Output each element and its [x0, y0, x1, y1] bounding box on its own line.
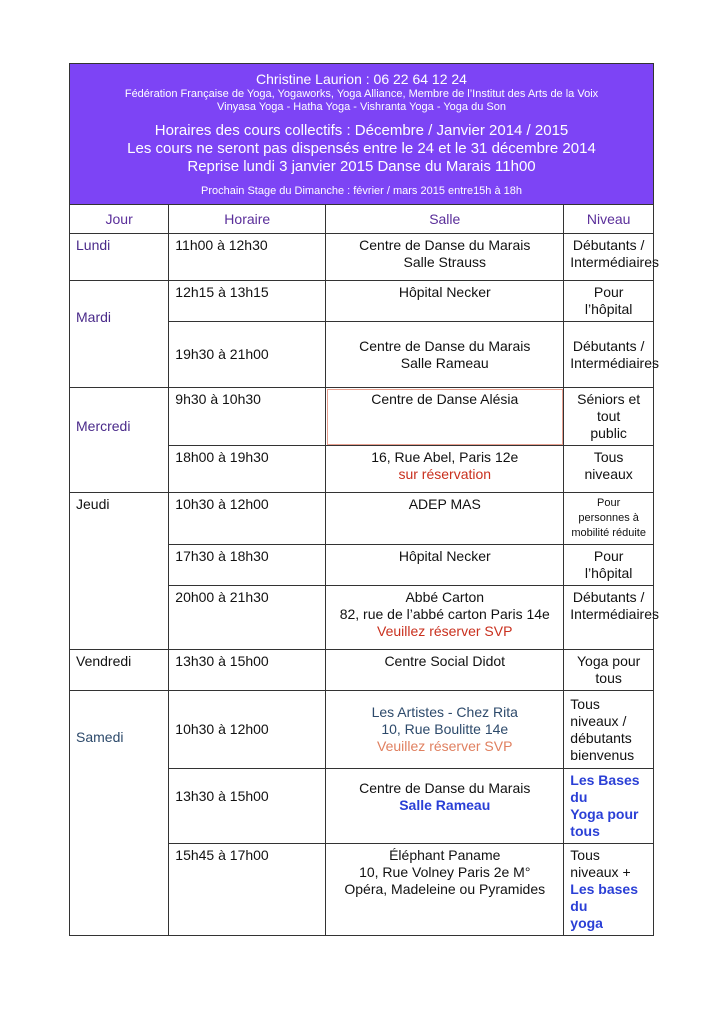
level-cell [564, 769, 654, 844]
level-text: Intermédiaires [570, 354, 659, 371]
level-text: Débutants / [572, 237, 645, 253]
time-cell: 15h45 à 17h00 [169, 844, 326, 936]
day-vendredi: Vendredi [70, 650, 169, 691]
level-text: Les bases du [570, 881, 639, 914]
venue-cell [326, 844, 564, 936]
level-text: Pour personnes à [578, 497, 639, 524]
venue-cell [326, 545, 564, 586]
level-text: Pour l’hôpital [584, 284, 633, 317]
level-text: Débutants / [572, 589, 645, 605]
level-cell [564, 650, 654, 691]
venue-room: Salle Strauss [403, 254, 486, 270]
level-text: Pour l’hôpital [584, 548, 633, 581]
level-cell [564, 234, 659, 281]
closure-notice: Les cours ne seront pas dispensés entre le 24 et le 31 décembre 2014 [127, 140, 596, 157]
level-text: Séniors et tout [577, 391, 641, 424]
level-cell [564, 691, 654, 769]
venue-room: Salle Rameau [400, 354, 489, 371]
venue-name: Centre de Danse Alésia [371, 391, 519, 407]
level-text: Les Bases du [570, 772, 640, 805]
venue-cell [326, 388, 564, 446]
table-row [70, 281, 654, 322]
reservation-note: Veuillez réserver SVP [377, 623, 513, 639]
venue-cell [326, 586, 564, 650]
level-text: Yoga pour [570, 806, 639, 822]
time-cell: 17h30 à 18h30 [169, 545, 326, 586]
venue-cell [326, 650, 564, 691]
venue-cell [326, 691, 564, 769]
schedule-sheet [69, 63, 659, 936]
venue-address: 10, Rue Volney Paris 2e M° [359, 864, 531, 880]
level-cell [564, 446, 654, 493]
venue-name: Abbé Carton [405, 589, 485, 605]
venue-cell [326, 234, 564, 281]
level-cell [564, 545, 654, 586]
time-cell: 9h30 à 10h30 [169, 388, 326, 446]
level-text: Débutants / [572, 337, 645, 354]
level-text: tous [570, 823, 600, 839]
venue-name: Centre de Danse du Marais [359, 337, 531, 354]
table-row [70, 691, 654, 769]
day-lundi: Lundi [70, 234, 169, 281]
venue-name: Centre Social Didot [384, 653, 506, 669]
level-cell [564, 844, 654, 936]
time-cell: 20h00 à 21h30 [169, 586, 326, 650]
next-stage-line: Prochain Stage du Dimanche : février / mars 2015 entre15h à 18h [200, 185, 523, 197]
level-text: Tous niveaux + [570, 847, 631, 880]
time-cell: 11h00 à 12h30 [169, 234, 326, 281]
level-text: bienvenus [570, 746, 635, 763]
time-cell: 13h30 à 15h00 [169, 769, 326, 844]
metro-stations: Opéra, Madeleine ou Pyramides [344, 881, 546, 897]
time-cell: 10h30 à 12h00 [169, 493, 326, 545]
venue-cell [326, 493, 564, 545]
level-text: Tous niveaux [584, 449, 633, 482]
venue-name: Centre de Danse du Marais [359, 237, 531, 253]
column-header-salle: Salle [326, 205, 564, 234]
venue-address: 10, Rue Boulitte 14e [381, 721, 509, 737]
level-text: Intermédiaires [570, 606, 659, 622]
affiliations-line: Fédération Française de Yoga, Yogaworks, Yoga Alliance, Membre de l’Institut des Arts de la Voix [124, 88, 599, 100]
venue-name: Éléphant Paname [389, 847, 501, 863]
time-cell: 18h00 à 19h30 [169, 446, 326, 493]
schedule-table [69, 204, 659, 936]
column-header-horaire: Horaire [169, 205, 326, 234]
day-mercredi: Mercredi [70, 388, 169, 493]
venue-address: 82, rue de l’abbé carton Paris 14e [339, 606, 550, 622]
venue-name: Hôpital Necker [398, 284, 491, 300]
level-cell [564, 493, 654, 545]
venue-name: ADEP MAS [408, 496, 481, 512]
level-text: public [590, 425, 627, 441]
time-cell: 13h30 à 15h00 [169, 650, 326, 691]
styles-line: Vinyasa Yoga - Hatha Yoga - Vishranta Yoga - Yoga du Son [217, 101, 506, 113]
column-header-niveau: Niveau [564, 205, 654, 234]
contact-line: Christine Laurion : 06 22 64 12 24 [256, 71, 467, 87]
venue-name: Centre de Danse du Marais [359, 779, 531, 796]
day-jeudi: Jeudi [70, 493, 169, 650]
level-cell [564, 388, 654, 446]
venue-cell [326, 322, 564, 388]
venue-cell [326, 446, 564, 493]
venue-address: 16, Rue Abel, Paris 12e [371, 449, 519, 465]
venue-name: Hôpital Necker [398, 548, 491, 564]
venue-name: Les Artistes - Chez Rita [371, 704, 518, 720]
level-text: Tous niveaux / [570, 695, 627, 729]
reservation-note: Veuillez réserver SVP [377, 738, 513, 754]
day-mardi: Mardi [70, 281, 169, 388]
resume-notice: Reprise lundi 3 janvier 2015 Danse du Marais 11h00 [187, 158, 536, 175]
level-cell [564, 586, 659, 650]
venue-cell [326, 281, 564, 322]
table-row [70, 650, 654, 691]
schedule-title: Horaires des cours collectifs : Décembre / Janvier 2014 / 2015 [154, 122, 569, 139]
column-header-jour: Jour [70, 205, 169, 234]
level-text: Yoga pour tous [576, 653, 641, 686]
level-text: débutants [570, 729, 632, 746]
venue-room: Salle Rameau [399, 796, 491, 813]
reservation-note: sur réservation [398, 466, 492, 482]
day-samedi: Samedi [70, 691, 169, 936]
venue-cell [326, 769, 564, 844]
level-cell [564, 322, 659, 388]
level-text: mobilité réduite [571, 527, 646, 539]
level-text: Intermédiaires [570, 254, 659, 270]
time-cell: 19h30 à 21h00 [169, 322, 326, 388]
table-row [70, 388, 654, 446]
table-row [70, 234, 654, 281]
header-banner [69, 63, 654, 204]
time-cell: 10h30 à 12h00 [169, 691, 326, 769]
level-cell [564, 281, 654, 322]
table-header-row [70, 205, 654, 234]
level-text: yoga [570, 915, 603, 931]
time-cell: 12h15 à 13h15 [169, 281, 326, 322]
table-row [70, 493, 654, 545]
